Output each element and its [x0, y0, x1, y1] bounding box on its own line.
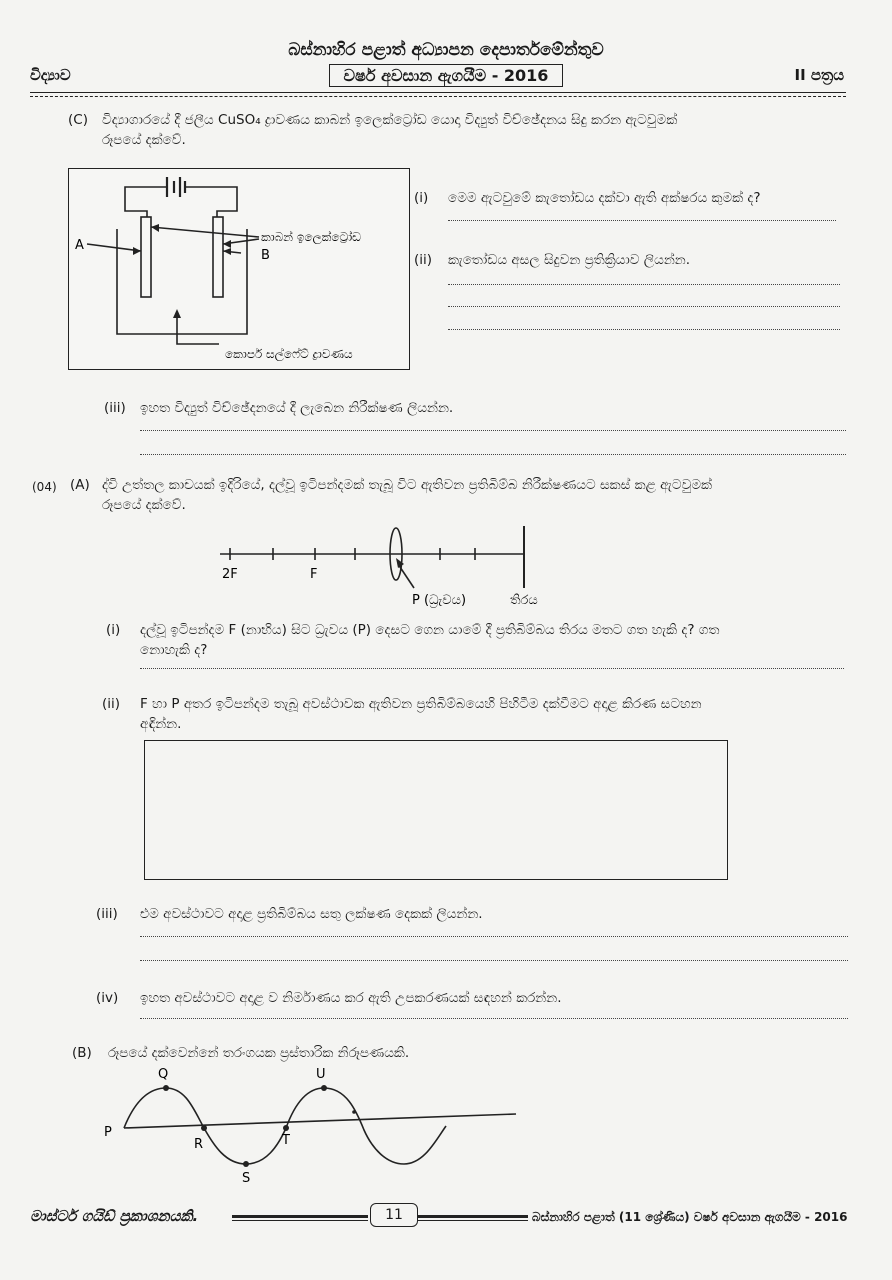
electrolysis-diagram	[69, 169, 409, 369]
wave-label-q: Q	[158, 1067, 169, 1082]
q04-b-text: රූපයේ දක්වෙන්නේ තරංගයක ප්‍රස්තාරික නිරූපණයකි.	[108, 1045, 410, 1061]
wave-diagram	[96, 1060, 526, 1188]
c-q3-number: (iii)	[104, 400, 126, 416]
section-c-intro-1: විද්‍යාගාරයේ දී ජලීය CuSO₄ ද්‍රාවණය කාබන් ඉලෙක්ට්‍රෝඩ යොදා විද්‍යුත් විච්ඡේදනය සිදු කරන ඇටවුමක්	[102, 112, 678, 128]
solution-label: කොපර් සල්ෆේට් ද්‍රාවණය	[225, 347, 353, 361]
exam-title	[0, 66, 892, 86]
label-2f: 2F	[222, 567, 238, 582]
electrode-label: කාබන් ඉලෙක්ට්‍රෝඩ	[261, 230, 362, 244]
page-number: 11	[370, 1203, 418, 1227]
c-q3-answer-line-1[interactable]	[140, 430, 846, 431]
wave-label-r: R	[194, 1137, 204, 1152]
footer-rule-left	[232, 1215, 368, 1221]
wave-label-s: S	[242, 1171, 251, 1186]
label-f: F	[310, 567, 318, 582]
q04-a-intro-1: ද්වි උත්තල කාචයක් ඉදිරියේ, දල්වූ ඉටිපන්දමක් තැබූ විට ඇතිවන ප්‍රතිබිම්බ නිරීක්ෂණයට සකස් කළ ඇටවුමක්	[102, 477, 712, 493]
a-q2-text-2: අඳින්න.	[140, 716, 182, 732]
a-q3-answer-line-1[interactable]	[140, 936, 848, 937]
a-q4-answer-line[interactable]	[140, 1018, 848, 1019]
paper-label: II පත්‍රය	[794, 66, 844, 84]
c-q3-text: ඉහත විද්‍යුත් විච්ඡේදනයේ දී ලැබෙන නිරීක්ෂණ ලියන්න.	[140, 400, 454, 416]
a-q1-text-2: නොහැකි ද?	[140, 642, 208, 658]
label-a: A	[75, 238, 84, 253]
c-q1-answer-line[interactable]	[448, 220, 836, 221]
q04-number: (04)	[32, 480, 57, 494]
c-q2-answer-line-1[interactable]	[448, 284, 840, 285]
exam-title-text: වර්ෂ අවසාන ඇගයීම - 2016	[329, 64, 564, 87]
section-c-intro-2: රූපයේ දක්වේ.	[102, 132, 186, 148]
label-b: B	[261, 248, 270, 263]
a-q1-number: (i)	[106, 622, 121, 638]
q04-b-label: (B)	[72, 1045, 92, 1061]
a-q2-number: (ii)	[102, 696, 121, 712]
c-q3-answer-line-2[interactable]	[140, 454, 846, 455]
a-q2-text-1: F හා P අතර ඉටිපන්දම තැබූ අවස්ථාවක ඇතිවන ප්‍රතිබිම්බයෙහි පිහිටීම දක්වීමට අදාළ කිරණ සටහන	[140, 696, 702, 712]
c-q2-number: (ii)	[414, 252, 433, 268]
a-q3-number: (iii)	[96, 906, 118, 922]
c-q2-answer-line-2[interactable]	[448, 306, 840, 307]
a-q1-text-1: දල්වූ ඉටිපන්දම F (නාභිය) සිට ධ්‍රැවය (P) දෙසට ගෙන යාමේ දී ප්‍රතිබිම්බය තිරය මතට ගත හැකි ද? ගත	[140, 622, 720, 638]
a-q1-answer-line[interactable]	[140, 668, 844, 669]
lens-diagram	[200, 522, 560, 614]
footer-rule-right	[418, 1215, 528, 1221]
a-q3-answer-line-2[interactable]	[140, 960, 848, 961]
header-rule	[30, 92, 846, 97]
section-c-label: (C)	[68, 112, 88, 128]
wave-label-t: T	[282, 1133, 290, 1148]
footer-exam-info: බස්නාහිර පළාත් (11 ශ්‍රේණිය) වර්ෂ අවසාන ඇගයීම - 2016	[532, 1210, 848, 1224]
a-q4-text: ඉහත අවස්ථාවට අදාළ ව නිර්මාණය කර ඇති උපකරණයක් සඳහන් කරන්න.	[140, 990, 562, 1006]
publisher-label: මාස්ටර් ගයිඩ් ප්‍රකාශනයකි.	[30, 1207, 199, 1225]
label-screen: තිරය	[510, 593, 538, 608]
c-q1-number: (i)	[414, 190, 429, 206]
q04-a-intro-2: රූපයේ දක්වේ.	[102, 497, 186, 513]
ray-diagram-box[interactable]	[144, 740, 728, 880]
label-pole: P (ධ්‍රැවය)	[412, 593, 467, 608]
c-q1-text: මෙම ඇටවුමේ කැතෝඩය දක්වා ඇති අක්ෂරය කුමක් ද?	[448, 190, 761, 206]
wave-label-p: P	[104, 1125, 112, 1140]
department-title: බස්නාහිර පළාත් අධ්‍යාපන දෙපාර්තමේන්තුව	[288, 40, 604, 60]
a-q4-number: (iv)	[96, 990, 119, 1006]
c-q2-text: කැතෝඩය අසල සිදුවන ප්‍රතික්‍රියාව ලියන්න.	[448, 252, 691, 268]
q04-a-label: (A)	[70, 477, 90, 493]
a-q3-text: එම අවස්ථාවට අදාළ ප්‍රතිබිම්බය සතු ලක්ෂණ දෙකක් ලියන්න.	[140, 906, 483, 922]
wave-label-u: U	[316, 1067, 326, 1082]
subject-label: විද්‍යාව	[30, 66, 71, 84]
c-q2-answer-line-3[interactable]	[448, 329, 840, 330]
electrolysis-figure	[68, 168, 410, 370]
